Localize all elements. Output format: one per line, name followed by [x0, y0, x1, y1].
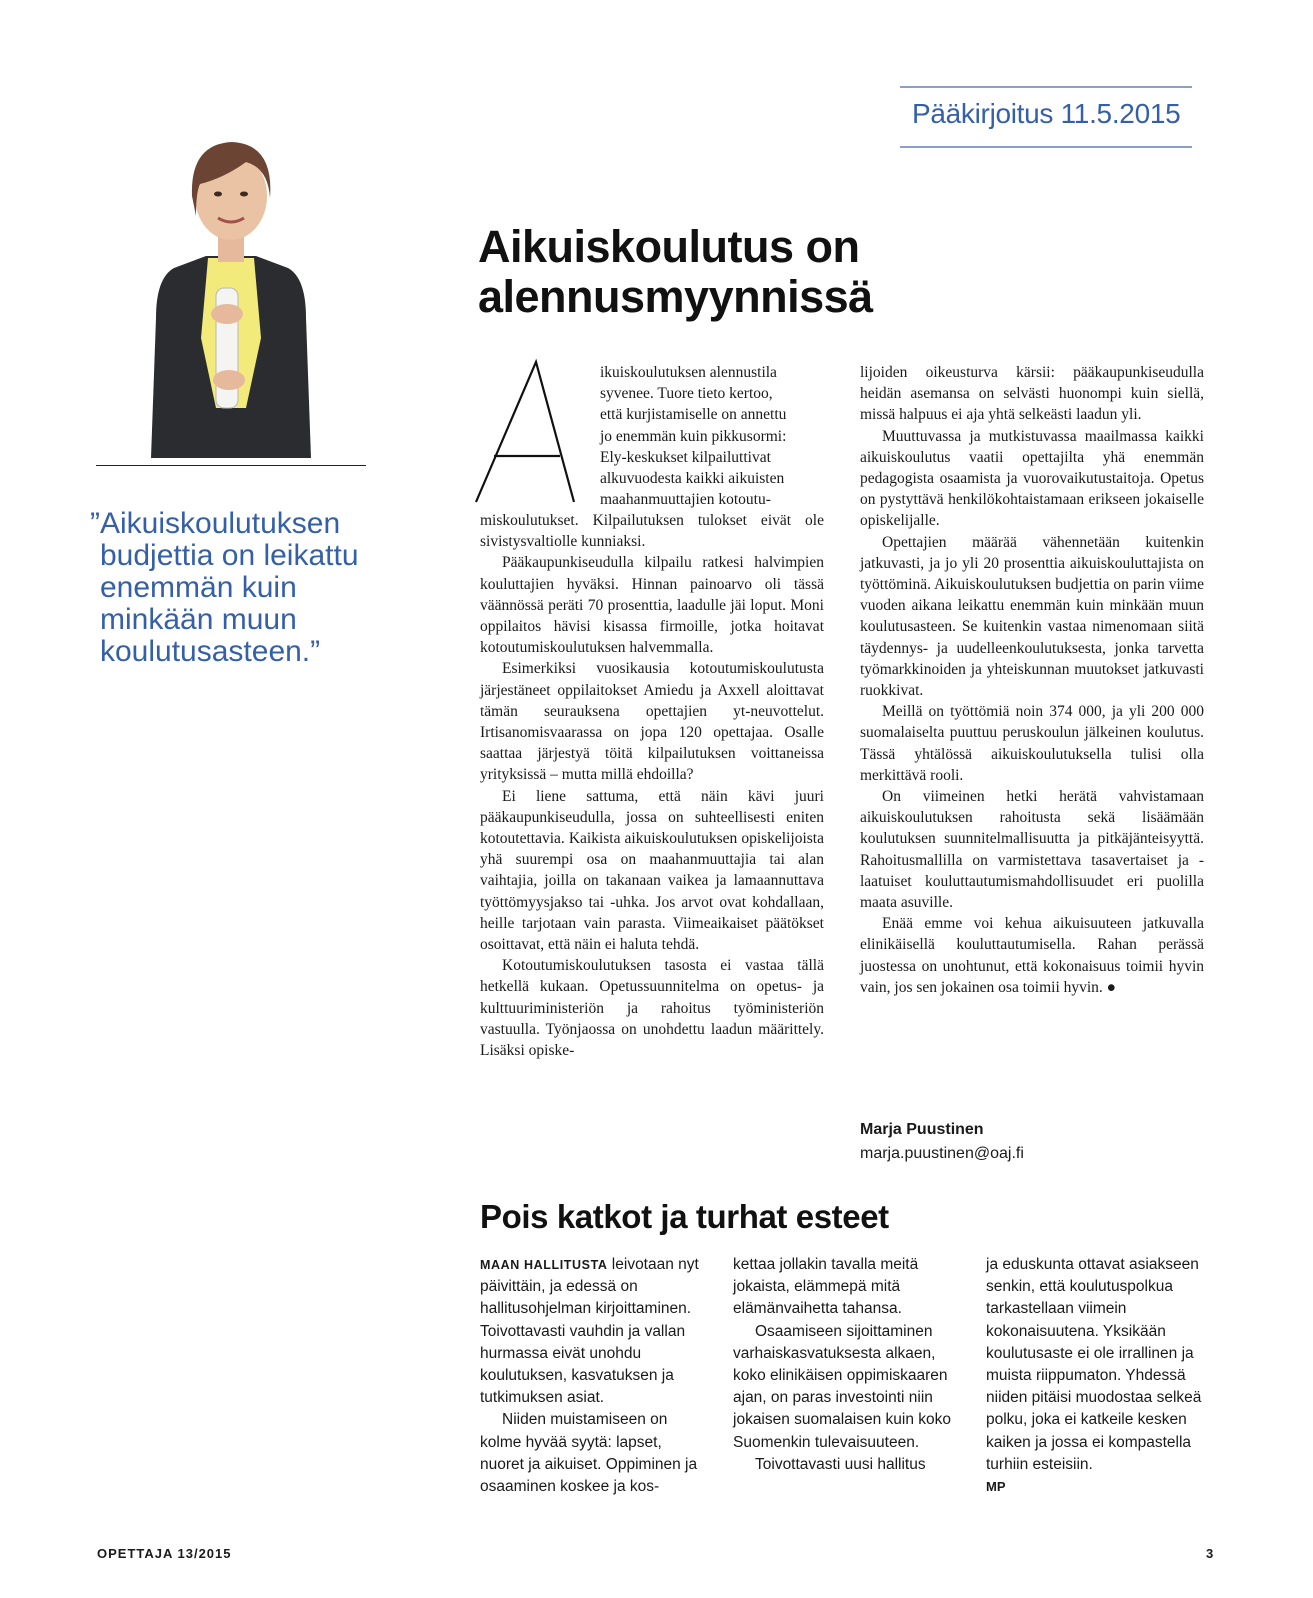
article-headline — [478, 222, 1238, 322]
sidebar-headline: Pois katkot ja turhat esteet — [480, 1198, 889, 1235]
author-name: Marja Puustinen — [860, 1121, 984, 1138]
article-paragraph: Meillä on työttömiä noin 374 000, ja yli 200 000 suomalaiselta puuttuu peruskoulun jälkeinen koulutus. Tässä yhtälössä aikuiskoulutuksella tulisi olla merkittävä rooli. — [860, 703, 1204, 784]
publication-footer: OPETTAJA 13/2015 — [97, 1546, 232, 1561]
article-paragraph: Enää emme voi kehua aikuisuuteen jatkuvalla elinikäisellä kouluttautumisella. Rahan perässä juostessa on unohtunut, että kokonaisuus toimii hyvin vain, jos sen jokainen osa toimii hyvin. ● — [860, 915, 1204, 996]
lead-in: MAAN HALLITUSTA — [480, 1258, 608, 1272]
header-bottom-rule — [900, 146, 1192, 148]
sidebar-text: leivotaan nyt päivittäin, ja edessä on hallitusohjelman kirjoittaminen. Toivottavasti vauhdin ja vallan hurmassa eivät unohdu koulutuksen, kasvatuksen ja tutkimuksen asiat. — [480, 1256, 699, 1407]
article-paragraph: Opettajien määrää vähennetään kuitenkin jatkuvasti, ja jo yli 20 prosenttia aikuiskouluttajista on työttöminä. Aikuiskoulutuksen budjettia on parin viime vuoden aikana leikattu enemmän kuin minkään muun koulutusasteen. Se kuitenkin vastaa nimenomaan siitä täydennys- ja uudelleenkoulutuksesta, jonka tarvetta työmarkkinoiden ja yhteiskunnan muutokset jatkuvasti ruokkivat. — [860, 533, 1204, 700]
sidebar-column-1 — [480, 1254, 708, 1498]
article-paragraph: Muuttuvassa ja mutkistuvassa maailmassa kaikki aikuiskoulutus vaatii opettajilta yhä enemmän pedagogista osaamista ja vuorovaikutustaitoja. Opetus on pystyttävä henkilökohtaistamaan erikseen jokaiselle opiskelijalle. — [860, 427, 1204, 530]
intro-line: että kurjistamiselle on annettu — [600, 406, 787, 424]
article-paragraph: Esimerkiksi vuosikausia kotoutumiskoulutusta järjestäneet oppilaitokset Amiedu ja Axxell aloittavat tämän seurauksena opettajien yt-neuvottelut. Irtisanomisvaarassa on jopa 120 opettajaa. Osalle saattaa järjestyä töitä kilpailutuksen voittaneissa yrityksissä – mutta millä ehdoilla? — [480, 660, 824, 784]
page-number: 3 — [1206, 1546, 1214, 1561]
sidebar-signature: MP — [986, 1479, 1006, 1495]
sidebar-column-2 — [733, 1254, 961, 1476]
sidebar-paragraph: Niiden muistamiseen on kolme hyvää syytä: lapset, nuoret ja aikuiset. Oppiminen ja osaaminen koskee ja kos- — [480, 1411, 698, 1496]
portrait-divider — [96, 465, 366, 466]
article-paragraph: Ei liene sattuma, että näin kävi juuri pääkaupunkiseudulla, jossa on suhteellisesti eniten kotoutettavia. Kaikista aikuiskoulutuksen opiskelijoista yhä suurempi osa on maahanmuuttajia tai alan vaihtajia, joilla on takanaan vaikea ja lamaannuttava työttömyysjakso tai -uhka. Jos arvot ovat kohdallaan, heille tarjotaan vain parasta. Viimeaikaiset päätökset osoittavat, että näin ei haluta tehdä. — [480, 787, 824, 954]
intro-line: syvenee. Tuore tieto kertoo, — [600, 385, 773, 403]
drop-cap — [470, 356, 590, 506]
intro-line: ikuiskoulutuksen alennustila — [600, 364, 777, 381]
pull-quote-line: koulutusasteen.” — [100, 635, 321, 668]
intro-line: maahanmuuttajien kotoutu- — [600, 491, 771, 509]
headline-line: alennusmyynnissä — [478, 271, 873, 322]
article-column-2 — [860, 362, 1204, 998]
sidebar-paragraph — [986, 1254, 1214, 1498]
pull-quote-line: budjettia on leikattu — [100, 539, 359, 572]
article-intro — [600, 362, 826, 510]
sidebar-text: ja eduskunta ottavat asiakseen senkin, että koulutuspolkua tarkastellaan viimein kokonaisuutena. Yksikään koulutusaste ei ole irrallinen ja muista riippumaton. Yhdessä niiden pitäisi muodostaa selkeä polku, joka ei katkeile kesken kaiken ja jossa ei kompastella turhiin esteisiin. — [986, 1256, 1202, 1473]
intro-line: Ely-keskukset kilpailuttivat — [600, 448, 771, 466]
pull-quote-line: ”Aikuiskoulutuksen — [90, 507, 341, 540]
intro-line: alkuvuodesta kaikki aikuisten — [600, 470, 785, 488]
article-paragraph: lijoiden oikeusturva kärsii: pääkaupunkiseudulla heidän asemansa on selvästi huonompi kuin siellä, missä halpuus ei aja yhtä selkeästi laadun yli. — [860, 364, 1204, 424]
pull-quote-line: enemmän kuin — [100, 571, 297, 604]
article-paragraph: Pääkaupunkiseudulla kilpailu ratkesi halvimpien kouluttajien hyväksi. Hinnan painoarvo oli tässä väännössä peräti 70 prosenttia, laadulle jäi loput. Moni oppilaitos hävisi kisassa firmoille, jotka hoitavat kotoutumiskoulutuksen halvemmalla. — [480, 554, 824, 657]
author-portrait — [96, 88, 366, 458]
pull-quote-line: minkään muun — [100, 603, 297, 636]
sidebar-paragraph: Toivottavasti uusi hallitus — [755, 1455, 926, 1473]
author-byline — [860, 1118, 1024, 1166]
sidebar-column-3 — [986, 1254, 1214, 1498]
intro-line: jo enemmän kuin pikkusormi: — [600, 427, 787, 445]
headline-line: Aikuiskoulutus on — [478, 221, 860, 272]
sidebar-paragraph — [480, 1254, 708, 1409]
drop-cap-letter: A — [470, 356, 471, 357]
article-paragraph: On viimeinen hetki herätä vahvistamaan aikuiskoulutuksen rahoitusta sekä lisäämään koulutuksen suunnitelmallisuutta ja pitkäjänteisyyttä. Rahoitusmallilla on varmistettava tasavertaiset ja -laatuiset kouluttautumismahdollisuudet eri puolilla maata asuville. — [860, 788, 1204, 912]
author-email[interactable]: marja.puustinen@oaj.fi — [860, 1145, 1024, 1162]
sidebar-paragraph: kettaa jollakin tavalla meitä jokaista, elämmepä mitä elämänvaihetta tahansa. — [733, 1256, 919, 1318]
pull-quote — [90, 508, 390, 668]
article-paragraph: miskoulutukset. Kilpailutuksen tulokset eivät ole sivistysvaltiolle kunniaksi. — [480, 512, 824, 551]
section-label: Pääkirjoitus 11.5.2015 — [912, 98, 1181, 129]
sidebar-paragraph: Osaamiseen sijoittaminen varhaiskasvatuksesta alkaen, koko elinikäisen oppimiskaaren ajan, on paras investointi niin jokaisen suomalaisen kuin koko Suomenkin tulevaisuuteen. — [733, 1322, 951, 1451]
article-paragraph: Kotoutumiskoulutuksen tasosta ei vastaa tällä hetkellä kukaan. Opetussuunnitelma on opetus- ja kulttuuriministeriön ja rahoitus työministeriön vastuulla. Työnjaossa on unohdettu laadun määrittely. Lisäksi opiske- — [480, 957, 824, 1060]
header-top-rule — [900, 86, 1192, 88]
article-column-1 — [480, 510, 824, 1061]
